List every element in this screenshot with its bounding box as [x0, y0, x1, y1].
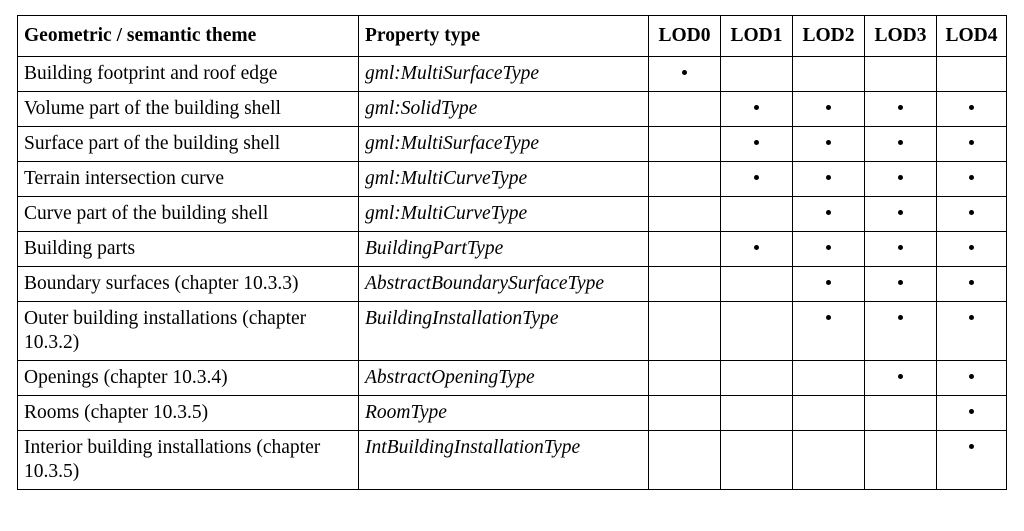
lod0-cell — [649, 127, 721, 162]
lod0-cell — [649, 232, 721, 267]
lod4-cell — [937, 92, 1007, 127]
lod4-cell — [937, 232, 1007, 267]
lod2-cell — [793, 162, 865, 197]
table-row — [18, 197, 1007, 232]
lod1-cell — [721, 361, 793, 396]
lod4-cell — [937, 431, 1007, 490]
bullet-icon — [754, 175, 759, 180]
property-type-cell: gml:SolidType — [359, 92, 649, 127]
lod4-cell — [937, 127, 1007, 162]
property-type-cell: RoomType — [359, 396, 649, 431]
lod3-cell — [865, 162, 937, 197]
lod3-cell — [865, 361, 937, 396]
lod3-cell — [865, 302, 937, 361]
table-row — [18, 232, 1007, 267]
lod3-cell — [865, 197, 937, 232]
lod1-cell — [721, 302, 793, 361]
bullet-icon — [898, 374, 903, 379]
lod2-cell — [793, 302, 865, 361]
lod0-cell — [649, 431, 721, 490]
table-row — [18, 267, 1007, 302]
lod0-cell — [649, 361, 721, 396]
header-lod3: LOD3 — [865, 16, 937, 57]
theme-cell: Openings (chapter 10.3.4) — [18, 361, 359, 396]
lod3-cell — [865, 431, 937, 490]
bullet-icon — [898, 175, 903, 180]
bullet-icon — [826, 105, 831, 110]
lod2-cell — [793, 92, 865, 127]
lod2-cell — [793, 267, 865, 302]
header-lod4: LOD4 — [937, 16, 1007, 57]
table-row — [18, 57, 1007, 92]
lod3-cell — [865, 396, 937, 431]
bullet-icon — [969, 175, 974, 180]
bullet-icon — [969, 444, 974, 449]
theme-cell: Surface part of the building shell — [18, 127, 359, 162]
table-row — [18, 162, 1007, 197]
property-type-cell: gml:MultiCurveType — [359, 162, 649, 197]
bullet-icon — [969, 140, 974, 145]
bullet-icon — [826, 140, 831, 145]
bullet-icon — [754, 140, 759, 145]
lod3-cell — [865, 232, 937, 267]
lod1-cell — [721, 267, 793, 302]
lod1-cell — [721, 431, 793, 490]
lod2-cell — [793, 57, 865, 92]
property-type-cell: BuildingPartType — [359, 232, 649, 267]
lod0-cell — [649, 267, 721, 302]
bullet-icon — [826, 245, 831, 250]
header-lod2: LOD2 — [793, 16, 865, 57]
property-type-cell: gml:MultiSurfaceType — [359, 57, 649, 92]
header-lod0: LOD0 — [649, 16, 721, 57]
lod2-cell — [793, 197, 865, 232]
bullet-icon — [826, 175, 831, 180]
bullet-icon — [754, 245, 759, 250]
table-row — [18, 431, 1007, 490]
theme-cell: Building parts — [18, 232, 359, 267]
bullet-icon — [969, 245, 974, 250]
bullet-icon — [969, 210, 974, 215]
lod0-cell — [649, 197, 721, 232]
bullet-icon — [826, 280, 831, 285]
table-row — [18, 396, 1007, 431]
lod3-cell — [865, 92, 937, 127]
property-type-cell: BuildingInstallationType — [359, 302, 649, 361]
header-theme: Geometric / semantic theme — [18, 16, 359, 57]
lod4-cell — [937, 267, 1007, 302]
theme-cell: Terrain intersection curve — [18, 162, 359, 197]
lod4-cell — [937, 361, 1007, 396]
bullet-icon — [898, 245, 903, 250]
theme-cell: Curve part of the building shell — [18, 197, 359, 232]
table-header — [18, 16, 1007, 57]
table-row — [18, 302, 1007, 361]
lod1-cell — [721, 127, 793, 162]
lod2-cell — [793, 431, 865, 490]
theme-cell: Outer building installations (chapter 10.3.2) — [18, 302, 359, 361]
header-property-type: Property type — [359, 16, 649, 57]
bullet-icon — [898, 315, 903, 320]
lod1-cell — [721, 57, 793, 92]
header-lod1: LOD1 — [721, 16, 793, 57]
bullet-icon — [826, 315, 831, 320]
property-type-cell: gml:MultiCurveType — [359, 197, 649, 232]
theme-cell: Boundary surfaces (chapter 10.3.3) — [18, 267, 359, 302]
bullet-icon — [969, 315, 974, 320]
lod3-cell — [865, 57, 937, 92]
table-body — [18, 57, 1007, 490]
table-row — [18, 127, 1007, 162]
table-row — [18, 92, 1007, 127]
lod4-cell — [937, 396, 1007, 431]
lod0-cell — [649, 396, 721, 431]
lod3-cell — [865, 127, 937, 162]
bullet-icon — [898, 105, 903, 110]
theme-cell: Building footprint and roof edge — [18, 57, 359, 92]
lod1-cell — [721, 92, 793, 127]
lod2-cell — [793, 396, 865, 431]
lod4-cell — [937, 302, 1007, 361]
bullet-icon — [754, 105, 759, 110]
lod1-cell — [721, 232, 793, 267]
property-type-cell: gml:MultiSurfaceType — [359, 127, 649, 162]
bullet-icon — [826, 210, 831, 215]
lod3-cell — [865, 267, 937, 302]
lod4-cell — [937, 162, 1007, 197]
lod-table-container — [17, 15, 1007, 490]
bullet-icon — [898, 140, 903, 145]
theme-cell: Volume part of the building shell — [18, 92, 359, 127]
bullet-icon — [969, 105, 974, 110]
bullet-icon — [969, 280, 974, 285]
lod2-cell — [793, 361, 865, 396]
lod0-cell — [649, 162, 721, 197]
lod4-cell — [937, 57, 1007, 92]
bullet-icon — [969, 409, 974, 414]
lod1-cell — [721, 162, 793, 197]
lod2-cell — [793, 127, 865, 162]
lod4-cell — [937, 197, 1007, 232]
property-type-cell: AbstractOpeningType — [359, 361, 649, 396]
lod1-cell — [721, 396, 793, 431]
lod2-cell — [793, 232, 865, 267]
lod1-cell — [721, 197, 793, 232]
bullet-icon — [898, 280, 903, 285]
header-row — [18, 16, 1007, 57]
theme-cell: Rooms (chapter 10.3.5) — [18, 396, 359, 431]
lod0-cell — [649, 302, 721, 361]
property-type-cell: AbstractBoundarySurfaceType — [359, 267, 649, 302]
lod0-cell — [649, 92, 721, 127]
lod-feature-table — [17, 15, 1007, 490]
bullet-icon — [969, 374, 974, 379]
table-row — [18, 361, 1007, 396]
bullet-icon — [898, 210, 903, 215]
bullet-icon — [682, 70, 687, 75]
theme-cell: Interior building installations (chapter 10.3.5) — [18, 431, 359, 490]
lod0-cell — [649, 57, 721, 92]
property-type-cell: IntBuildingInstallationType — [359, 431, 649, 490]
